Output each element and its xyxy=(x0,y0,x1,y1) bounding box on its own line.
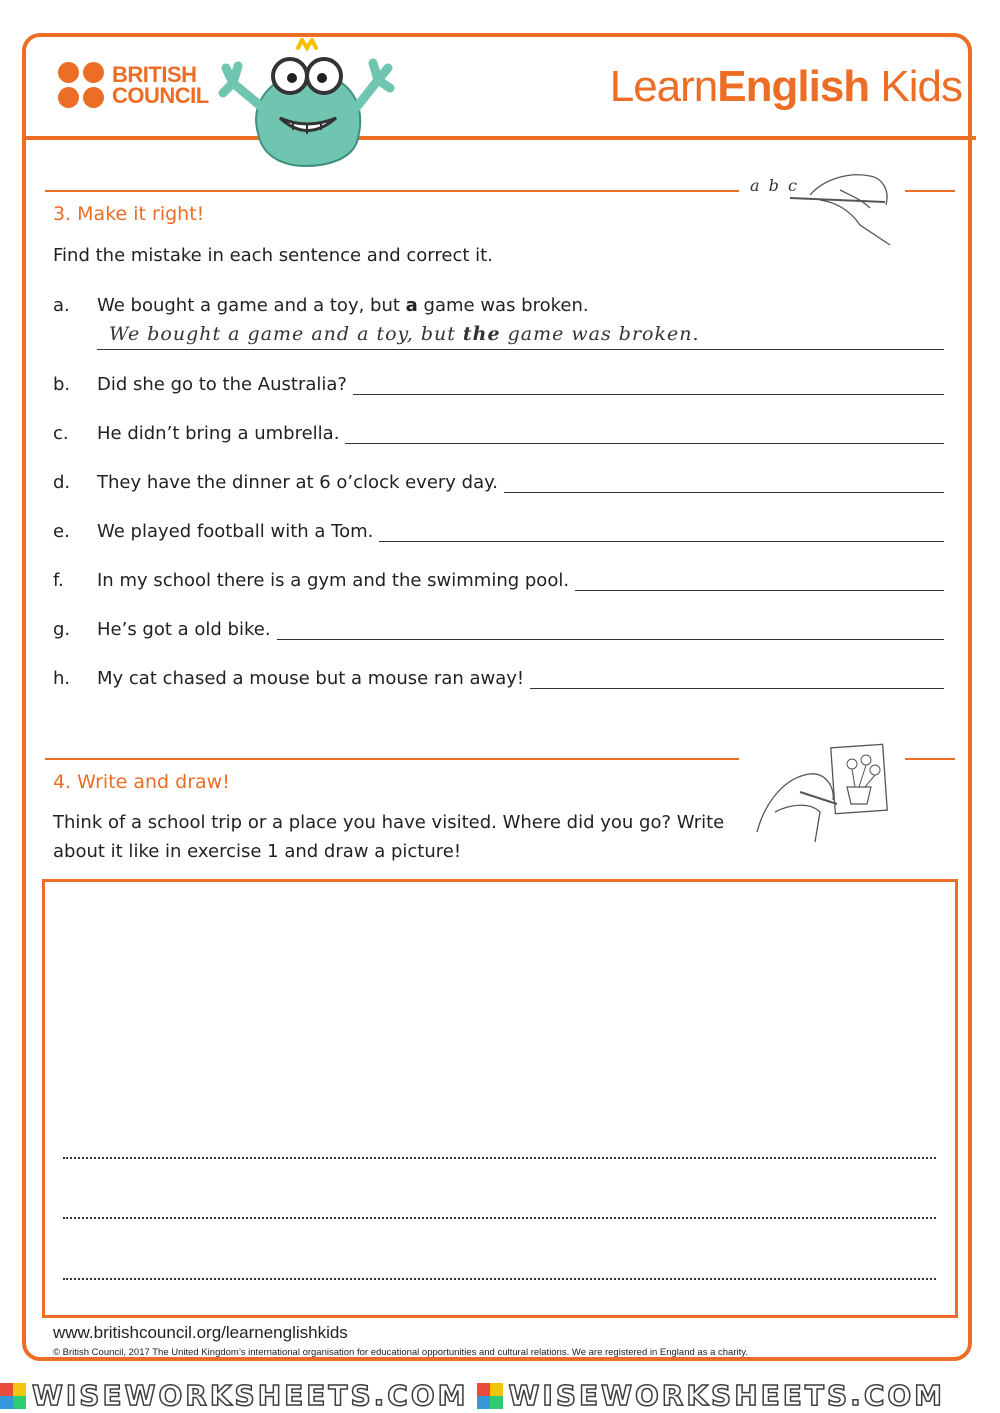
watermark-cube-icon xyxy=(0,1383,26,1409)
answer-line[interactable] xyxy=(575,576,944,591)
item-text: Did she go to the Australia? xyxy=(97,374,347,395)
example-answer-field xyxy=(97,323,944,350)
answer-line[interactable] xyxy=(345,429,944,444)
section4-title: 4. Write and draw! xyxy=(53,771,230,793)
watermark-text: WISEWORKSHEETS.COM xyxy=(32,1379,469,1412)
list-item xyxy=(53,418,944,444)
answer-line[interactable] xyxy=(530,674,944,689)
example-text-bold: a xyxy=(405,295,418,316)
section4-rule-left xyxy=(45,758,739,760)
answer-line[interactable] xyxy=(353,380,944,395)
example-text-before: We bought a game and a toy, but xyxy=(97,295,406,316)
learnenglish-kids-logo xyxy=(610,62,962,112)
lek-learn: Learn xyxy=(609,62,718,111)
item-letter: a. xyxy=(53,295,70,316)
item-letter: e. xyxy=(53,521,70,542)
writing-line[interactable] xyxy=(63,1157,936,1159)
section3-rule-right xyxy=(905,190,955,192)
item-text: In my school there is a gym and the swimming pool. xyxy=(97,570,570,591)
answer-before: We bought a game and a toy, but xyxy=(109,323,463,345)
bc-dots-icon xyxy=(58,62,104,108)
example-item xyxy=(53,290,944,316)
answer-line[interactable] xyxy=(277,625,944,640)
watermark xyxy=(0,1379,469,1412)
header-divider xyxy=(24,136,976,140)
watermark-bar xyxy=(0,1378,1000,1413)
item-text: They have the dinner at 6 o’clock every day. xyxy=(97,472,498,493)
writing-line[interactable] xyxy=(63,1278,936,1280)
section3-rule-left xyxy=(45,190,739,192)
item-letter: h. xyxy=(53,668,71,689)
item-letter: f. xyxy=(53,570,64,591)
abc-letters: a b c xyxy=(750,176,799,195)
item-letter: g. xyxy=(53,619,71,640)
item-text: My cat chased a mouse but a mouse ran away! xyxy=(97,668,525,689)
section4-rule-right xyxy=(905,758,955,760)
section3-title: 3. Make it right! xyxy=(53,203,205,225)
list-item xyxy=(53,565,944,591)
bc-line1: BRITISH xyxy=(112,62,197,87)
item-letter: c. xyxy=(53,423,69,444)
section4-instruction-line2: about it like in exercise 1 and draw a picture! xyxy=(53,841,462,862)
list-item xyxy=(53,467,944,493)
item-text: We played football with a Tom. xyxy=(97,521,374,542)
monster-mascot-icon xyxy=(218,38,396,168)
answer-line[interactable] xyxy=(379,527,944,542)
section4-instruction-line1: Think of a school trip or a place you have visited. Where did you go? Write xyxy=(53,812,725,833)
item-letter: b. xyxy=(53,374,71,395)
answer-after: game was broken. xyxy=(500,323,700,345)
list-item xyxy=(53,369,944,395)
example-text-after: game was broken. xyxy=(417,295,589,316)
answer-line[interactable] xyxy=(504,478,944,493)
watermark-cube-icon xyxy=(477,1383,503,1409)
answer-bold: the xyxy=(462,323,501,345)
watermark-text: WISEWORKSHEETS.COM xyxy=(508,1379,946,1412)
british-council-logo xyxy=(58,62,209,108)
section3-instruction: Find the mistake in each sentence and correct it. xyxy=(53,245,493,266)
item-text: He’s got a old bike. xyxy=(97,619,271,640)
lek-kids: Kids xyxy=(869,62,962,111)
bc-line2: COUNCIL xyxy=(112,83,209,108)
lek-english: English xyxy=(717,62,870,111)
list-item xyxy=(53,516,944,542)
list-item xyxy=(53,663,944,689)
drawing-area[interactable] xyxy=(42,879,958,1318)
item-letter: d. xyxy=(53,472,71,493)
list-item xyxy=(53,614,944,640)
writing-line[interactable] xyxy=(63,1217,936,1219)
drawing-hand-icon xyxy=(755,742,895,847)
footer-url: www.britishcouncil.org/learnenglishkids xyxy=(53,1323,348,1342)
writing-hand-icon xyxy=(790,170,900,250)
item-text: He didn’t bring a umbrella. xyxy=(97,423,340,444)
footer-copyright: © British Council, 2017 The United Kingdom’s international organisation for educational opportunities and cultural relations. We are registered in England as a charity. xyxy=(53,1347,748,1358)
watermark xyxy=(477,1379,946,1412)
